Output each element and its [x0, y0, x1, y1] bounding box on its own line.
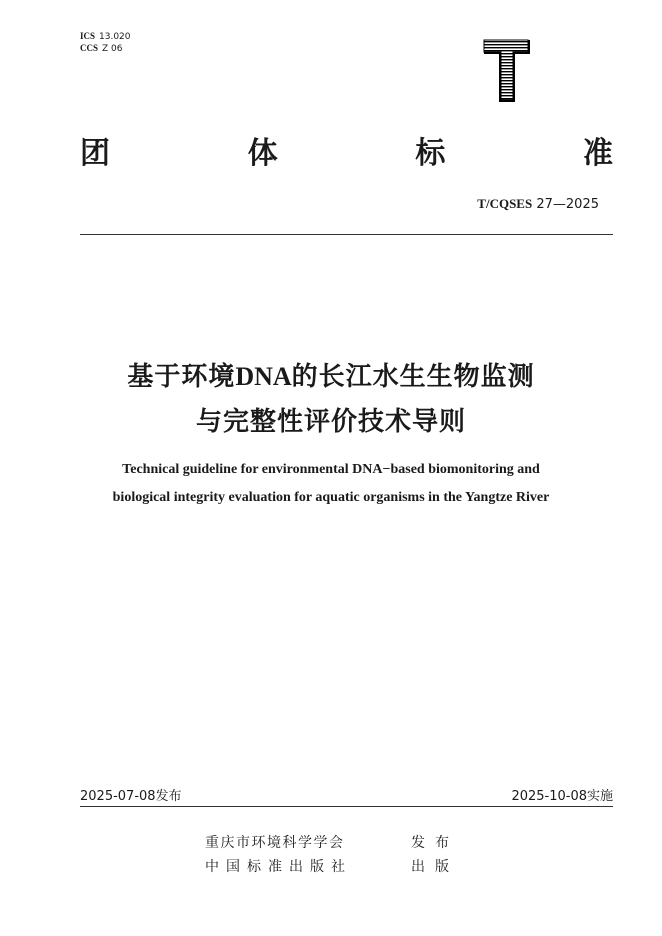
standard-type-heading: [80, 136, 613, 172]
title-zh-line-2: 与完整性评价技术导则: [195, 407, 466, 437]
ics-label: ICS: [80, 31, 96, 41]
ccs-value: Z 06: [102, 44, 123, 54]
title-zh-part: 基于环境: [127, 362, 236, 392]
group-standard-t-logo: [482, 38, 532, 104]
ccs-label: CCS: [80, 43, 99, 53]
title-en-line-2: biological integrity evaluation for aquatic organisms in the Yangtze River: [112, 490, 550, 505]
ccs-line: [80, 43, 131, 55]
standard-type-char: 体: [247, 136, 278, 171]
standard-type-char: 标: [415, 136, 446, 171]
ics-value: 13.020: [99, 32, 131, 42]
title-zh-part: 的长江水生生物监测: [291, 362, 535, 392]
title-en-line-1: Technical guideline for environmental DNA−based biomonitoring and: [122, 462, 540, 477]
issuer-org-1: 重庆市环境科学学会: [205, 835, 345, 851]
title-zh-line-1: [0, 361, 662, 393]
implement-date: 2025-10-08实施: [511, 789, 613, 804]
header-divider: [80, 234, 613, 235]
standard-code-prefix: T/CQSES: [477, 196, 533, 211]
classification-codes: [80, 31, 131, 55]
issuer-org-2: 中国标准出版社: [205, 859, 352, 875]
standard-type-char: 团: [80, 136, 110, 171]
standard-type-char: 准: [582, 136, 613, 171]
issuer-org-2-action: 出版: [411, 859, 459, 875]
title-zh-dna: DNA: [235, 362, 292, 391]
ics-line: [80, 31, 131, 43]
publish-date: 2025-07-08发布: [80, 789, 182, 804]
issuer-org-1-action: 发布: [411, 835, 459, 851]
standard-code: [477, 196, 599, 212]
standard-code-number: 27—2025: [536, 197, 599, 212]
footer-divider: [80, 806, 613, 807]
